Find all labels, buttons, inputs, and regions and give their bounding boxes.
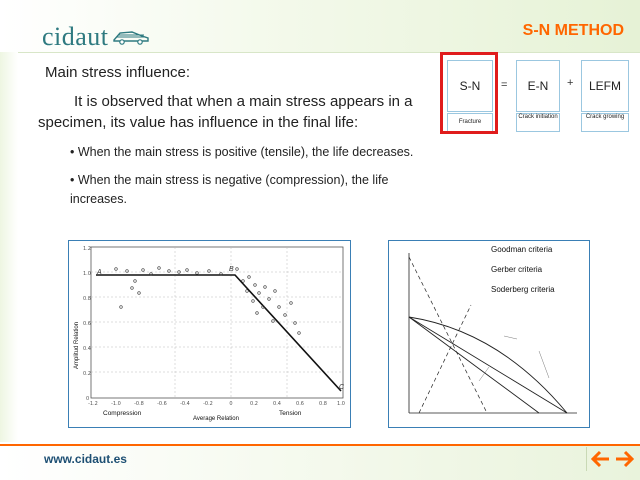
ytick-label: 0.8 <box>83 296 91 302</box>
xtick-label: 0 <box>229 401 233 407</box>
criteria-chart <box>388 240 590 428</box>
sn-sub-label: Fracture <box>447 113 493 132</box>
fatigue-limit-line <box>96 275 341 391</box>
point-a-label: A <box>97 269 102 276</box>
plus-sign: + <box>567 77 574 89</box>
header-divider <box>0 52 640 53</box>
car-logo-icon <box>112 26 150 46</box>
soderberg-label: Soderberg criteria <box>491 285 555 294</box>
website-url[interactable]: www.cidaut.es <box>44 452 127 466</box>
lefm-sub-label: Crack growing <box>581 113 629 132</box>
xtick-label: -0.2 <box>203 401 213 407</box>
tension-label: Tension <box>279 410 302 417</box>
intro-paragraph: It is observed that when a main stress appears in a specimen, its value has influence in the final life: <box>38 93 413 131</box>
ytick-label: 1.0 <box>83 271 91 277</box>
point-c-label: C <box>339 384 345 391</box>
compression-label: Compression <box>103 410 142 417</box>
xtick-label: -1.0 <box>111 401 121 407</box>
xtick-label: 0.4 <box>273 401 281 407</box>
sn-box: S-N <box>447 60 493 112</box>
ytick-label: 0 <box>86 396 90 402</box>
xtick-label: -0.4 <box>180 401 190 407</box>
left-sidebar-band <box>0 52 18 442</box>
gerber-label: Gerber criteria <box>491 265 543 274</box>
nav-separator <box>586 447 587 471</box>
xtick-label: 1.0 <box>337 401 345 407</box>
yield-line-right <box>419 305 471 413</box>
xtick-label: 0.8 <box>319 401 327 407</box>
lefm-box: LEFM <box>581 60 629 112</box>
ytick-label: 1.2 <box>83 246 91 252</box>
goodman-line <box>409 317 567 413</box>
chart1-xlabel: Average Relation <box>193 416 239 422</box>
en-box: E-N <box>516 60 560 112</box>
arrow-right-icon[interactable] <box>614 450 634 468</box>
criteria-chart-svg <box>389 241 589 427</box>
ytick-label: 0.4 <box>83 346 91 352</box>
arrow-left-icon[interactable] <box>591 450 611 468</box>
goodman-label: Goodman criteria <box>491 245 553 254</box>
page-title: S-N METHOD <box>522 22 624 39</box>
bullet-compression: • When the main stress is negative (compression), the life increases. <box>70 173 389 206</box>
mean-stress-chart-svg <box>69 241 350 427</box>
xtick-label: -0.6 <box>157 401 167 407</box>
yield-line-left <box>409 257 487 413</box>
xtick-label: -0.8 <box>134 401 144 407</box>
xtick-label: 0.2 <box>250 401 258 407</box>
ytick-label: 0.6 <box>83 321 91 327</box>
point-b-label: B <box>229 266 234 273</box>
ytick-label: 0.2 <box>83 371 91 377</box>
en-sub-label: Crack initiation <box>516 113 560 132</box>
bullet-tensile: • When the main stress is positive (tensile), the life decreases. <box>70 145 414 159</box>
chart1-ylabel: Amplitud Relation <box>74 321 80 369</box>
xtick-label: -1.2 <box>88 401 98 407</box>
cidaut-logo: cidaut <box>42 22 109 51</box>
xtick-label: 0.6 <box>296 401 304 407</box>
sn-highlight-frame <box>440 52 498 134</box>
soderberg-line <box>409 317 539 413</box>
section-heading: Main stress influence: <box>45 64 191 81</box>
equals-sign: = <box>501 79 508 91</box>
mean-stress-chart <box>68 240 351 428</box>
